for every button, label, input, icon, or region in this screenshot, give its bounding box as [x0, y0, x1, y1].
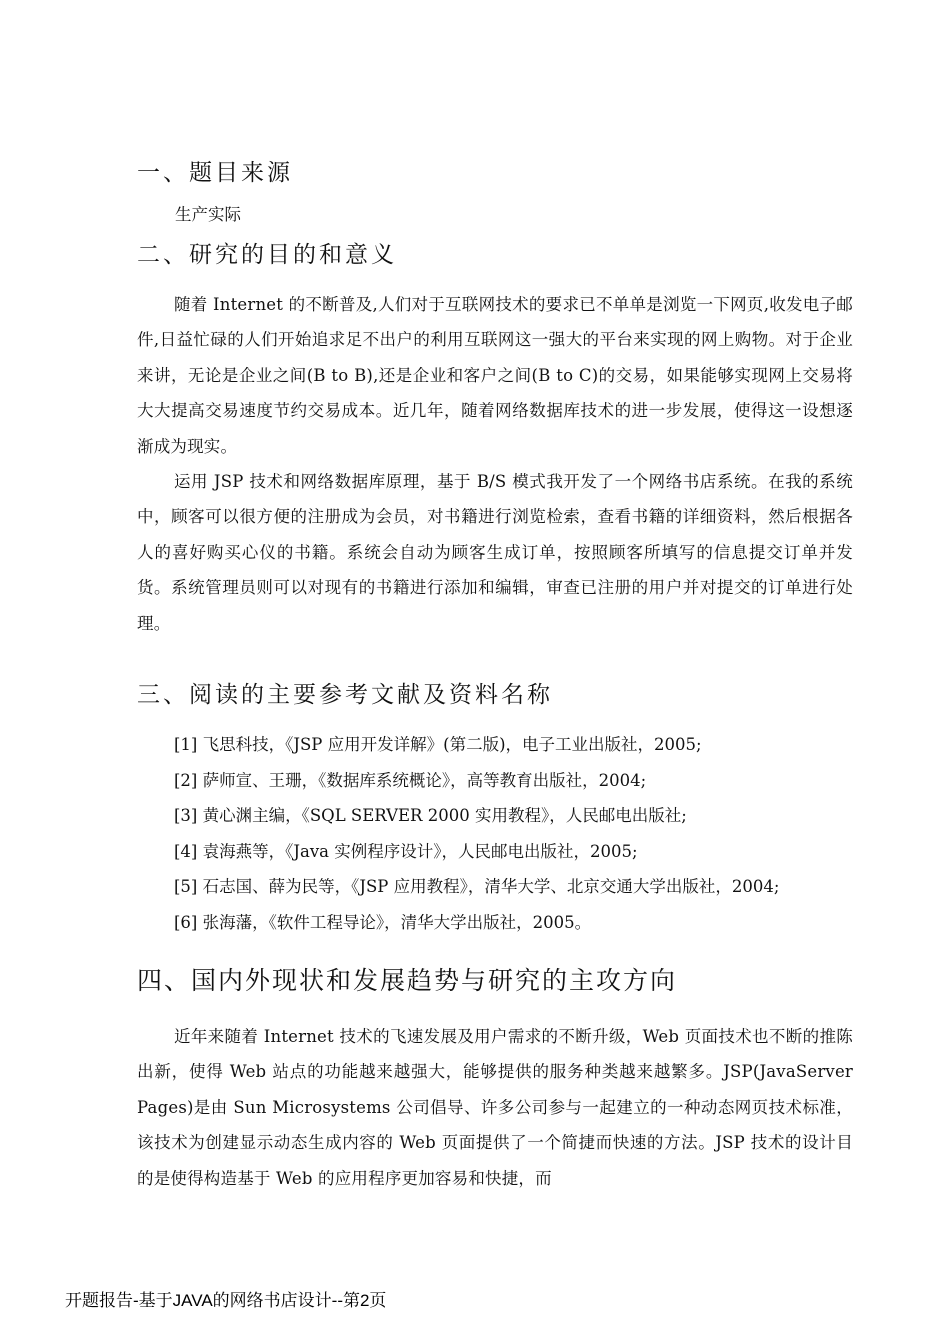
reference-item: [6] 张海藩，《软件工程导论》，清华大学出版社，2005。	[174, 912, 592, 932]
purpose-paragraph-2: 运用 JSP 技术和网络数据库原理，基于 B/S 模式我开发了一个网络书店系统。在我的系统中，顾客可以很方便的注册成为会员，对书籍进行浏览检索，查看书籍的详细资料，然后根据各人的喜好购买心仪的书籍。系统会自动为顾客生成订单，按照顾客所填写的信息提交订单并发货。系统管理员则可以对现有的书籍进行添加和编辑，审查已注册的用户并对提交的订单进行处理。	[137, 472, 853, 633]
section-heading-references: 三、阅读的主要参考文献及资料名称	[137, 682, 553, 708]
reference-item: [5] 石志国、薛为民等，《JSP 应用教程》，清华大学、北京交通大学出版社，2004;	[174, 877, 780, 896]
reference-item: [4] 袁海燕等，《Java 实例程序设计》，人民邮电出版社，2005;	[174, 841, 638, 861]
section-heading-source: 一、题目来源	[137, 160, 293, 186]
source-content: 生产实际	[175, 205, 241, 224]
status-paragraph: 近年来随着 Internet 技术的飞速发展及用户需求的不断升级，Web 页面技术也不断的推陈出新，使得 Web 站点的功能越来越强大，能够提供的服务种类越来越繁多。JSP(JavaServer Pages)是由 Sun Microsystems 公司倡导、许多公司参与一起建立的一种动态网页技术标准，该技术为创建显示动态生成内容的 Web 页面提供了一个简捷而快速的方法。JSP 技术的设计目的是使得构造基于 Web 的应用程序更加容易和快捷，而	[137, 1027, 853, 1188]
reference-list	[174, 727, 779, 940]
reference-item: [3] 黄心渊主编，《SQL SERVER 2000 实用教程》，人民邮电出版社;	[174, 806, 687, 825]
page-footer: 开题报告-基于JAVA的网络书店设计--第2页	[65, 1291, 387, 1310]
section-heading-status: 四、国内外现状和发展趋势与研究的主攻方向	[137, 966, 678, 995]
purpose-paragraph-1: 随着 Internet 的不断普及,人们对于互联网技术的要求已不单单是浏览一下网页,收发电子邮件,日益忙碌的人们开始追求足不出户的利用互联网这一强大的平台来实现的网上购物。对于企业来讲，无论是企业之间(B to B),还是企业和客户之间(B to C)的交易，如果能够实现网上交易将大大提高交易速度节约交易成本。近几年，随着网络数据库技术的进一步发展，使得这一设想逐渐成为现实。	[137, 295, 853, 456]
reference-item: [2] 萨师宣、王珊，《数据库系统概论》，高等教育出版社，2004;	[174, 770, 647, 790]
section-heading-purpose: 二、研究的目的和意义	[137, 242, 397, 268]
reference-item: [1] 飞思科技，《JSP 应用开发详解》(第二版)，电子工业出版社，2005;	[174, 735, 702, 754]
